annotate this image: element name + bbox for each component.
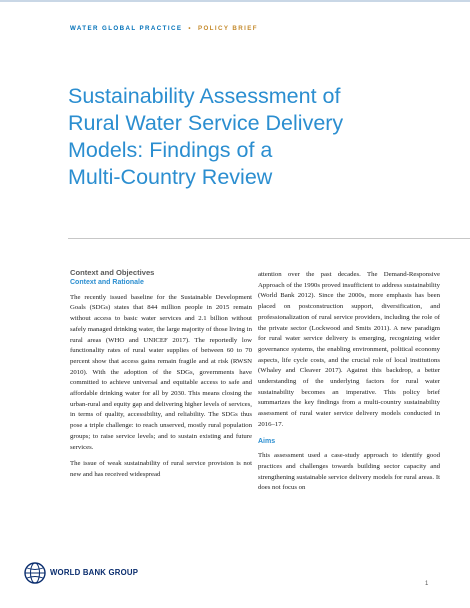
document-type-label: POLICY BRIEF <box>197 25 258 32</box>
logo-text: WORLD BANK GROUP <box>50 568 139 577</box>
body-paragraph: The recently issued baseline for the Sustainable Development Goals (SDGs) states that 844 million people in 2015 remain without access to basic water services and 2.1 billion without safely managed drinking water, the large majority of those living in rural areas (WHO and UNICEF 2017). The reportedly low functionality rates of rural water supplies of between 60 to 70 percent show that access gains remain fragile and at risk (RWSN 2010). With the adoption of the SDGs, governments have committed to achieve universal and equitable access to safe and affordable drinking water for all by 2030. This means closing the urban-rural and equity gap and delivering higher levels of services, in terms of quality, accessibility, and reliability. The SDGs thus pose a triple challenge: to reach unserved, mostly rural population groups; to raise service levels; and to sustain existing and future services. <box>70 293 252 451</box>
page-header <box>70 25 258 32</box>
subheading-aims: Aims <box>258 437 276 445</box>
header-separator: • <box>188 25 192 32</box>
body-paragraph: attention over the past decades. The Demand-Responsive Approach of the 1990s proved insufficient to address sustainability (World Bank 2012). Since the 2000s, more emphasis has been placed on postconstruction support, diversification, and professionalization of rural service providers, including the role of the private sector (Lockwood and Smits 2011). A new paradigm for rural water service delivery is emerging, recognizing wider governance systems, the enabling environment, political economy aspects, life cycle costs, and the crucial role of local institutions (Whaley and Cleaver 2017). Against this backdrop, a better understanding of the underlying factors for rural water sustainability becomes an imperative. This policy brief summarizes the key findings from a multi-country sustainability assessment of rural water service delivery models conducted in 2016–17. <box>258 271 440 428</box>
subheading-rationale: Context and Rationale <box>70 279 144 286</box>
page-number: 1 <box>425 581 429 587</box>
globe-icon <box>24 562 46 584</box>
document-title <box>68 83 388 191</box>
title-line: Models: Findings of a <box>68 138 273 162</box>
body-paragraph: This assessment used a case-study approach to identify good practices and challenges towards building sector capacity and strengthening sustainable service delivery models for rural areas. It does not focus on <box>258 452 440 492</box>
right-column <box>258 270 440 500</box>
left-column <box>70 278 252 487</box>
section-heading: Context and Objectives <box>70 268 155 277</box>
title-line: Multi-Country Review <box>68 165 273 189</box>
practice-label: WATER GLOBAL PRACTICE <box>70 25 183 32</box>
world-bank-logo <box>24 562 164 584</box>
title-line: Rural Water Service Delivery <box>68 111 344 135</box>
body-paragraph: The issue of weak sustainability of rural service provision is not new and has received widespread <box>70 460 252 478</box>
title-line: Sustainability Assessment of <box>68 84 341 108</box>
top-border <box>0 0 470 2</box>
title-divider <box>68 238 470 239</box>
